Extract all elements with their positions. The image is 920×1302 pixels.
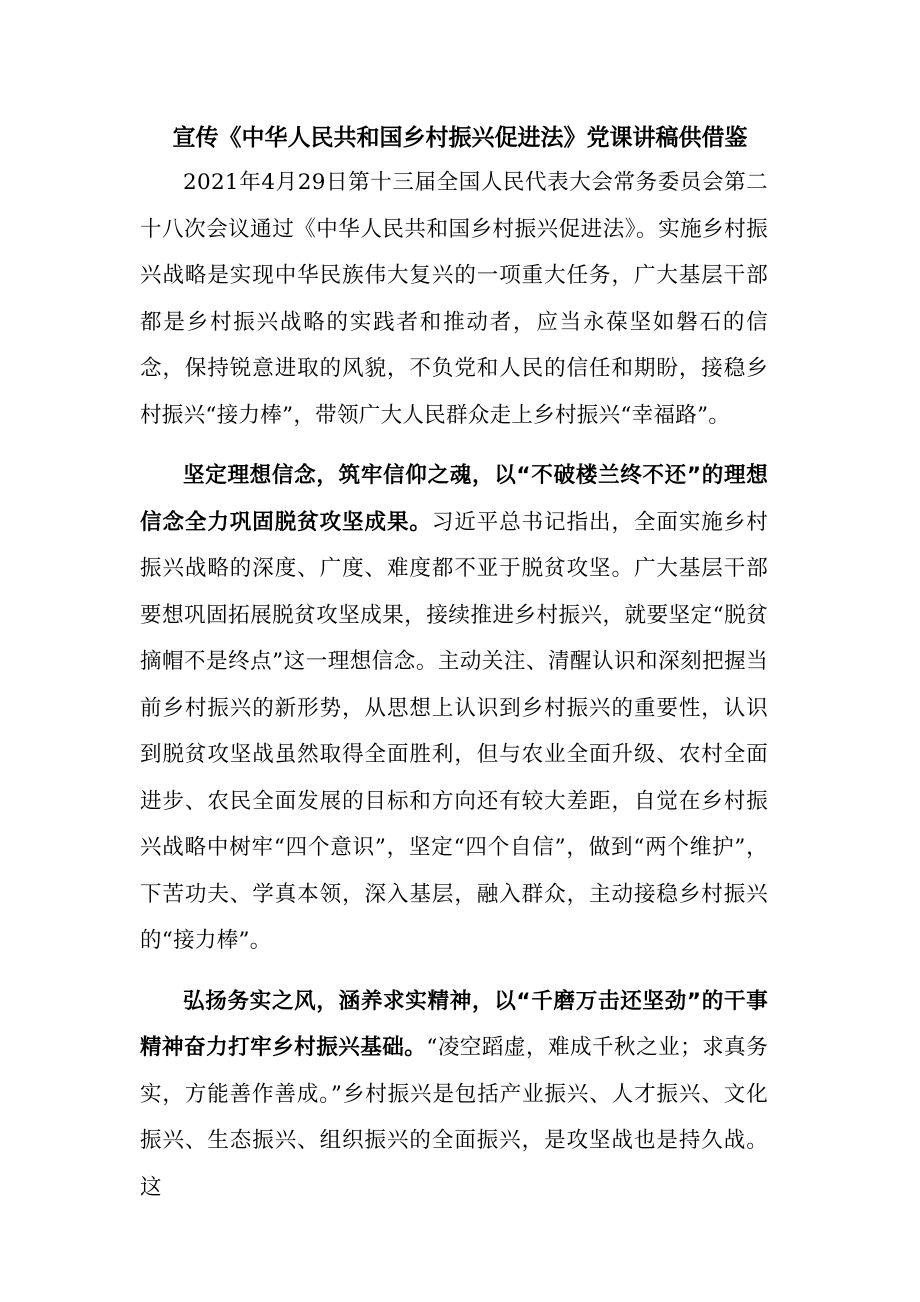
paragraph-practical [140,979,768,1212]
document-body [140,160,768,1225]
paragraph-lead: 弘扬务实之风，涵养求实精神，以“千磨万击还坚劲”的干事精神奋力打牢乡村振兴基础。 [140,988,768,1060]
paragraph-text: “凌空蹈虚，难成千秋之业；求真务实，方能善作善成。”乡村振兴是包括产业振兴、人才振兴、文化振兴、生态振兴、组织振兴的全面振兴，是攻坚战也是持久战。这 [140,1035,768,1200]
paragraph-ideals [140,453,768,965]
paragraph-lead: 坚定理想信念，筑牢信仰之魂，以“不破楼兰终不还”的理想信念全力巩固脱贫攻坚成果。 [140,463,768,535]
paragraph-intro [140,160,768,439]
paragraph-text: 2021年4月29日第十三届全国人民代表大会常务委员会第二十八次会议通过《中华人民共和国乡村振兴促进法》。实施乡村振兴战略是实现中华民族伟大复兴的一项重大任务，广大基层干部都是乡村振兴战略的实践者和推动者，应当永葆坚如磐石的信念，保持锐意进取的风貌，不负党和人民的信任和期盼，接稳乡村振兴“接力棒”，带领广大人民群众走上乡村振兴“幸福路”。 [140,170,768,428]
document-title: 宣传《中华人民共和国乡村振兴促进法》党课讲稿供借鉴 [172,125,748,151]
paragraph-text: 习近平总书记指出，全面实施乡村振兴战略的深度、广度、难度都不亚于脱贫攻坚。广大基层干部要想巩固拓展脱贫攻坚成果，接续推进乡村振兴，就要坚定“脱贫摘帽不是终点”这一理想信念。主动关注、清醒认识和深刻把握当前乡村振兴的新形势，从思想上认识到乡村振兴的重要性，认识到脱贫攻坚战虽然取得全面胜利，但与农业全面升级、农村全面进步、农民全面发展的目标和方向还有较大差距，自觉在乡村振兴战略中树牢“四个意识”，坚定“四个自信”，做到“两个维护”，下苦功夫、学真本领，深入基层，融入群众，主动接稳乡村振兴的“接力棒”。 [140,509,768,953]
